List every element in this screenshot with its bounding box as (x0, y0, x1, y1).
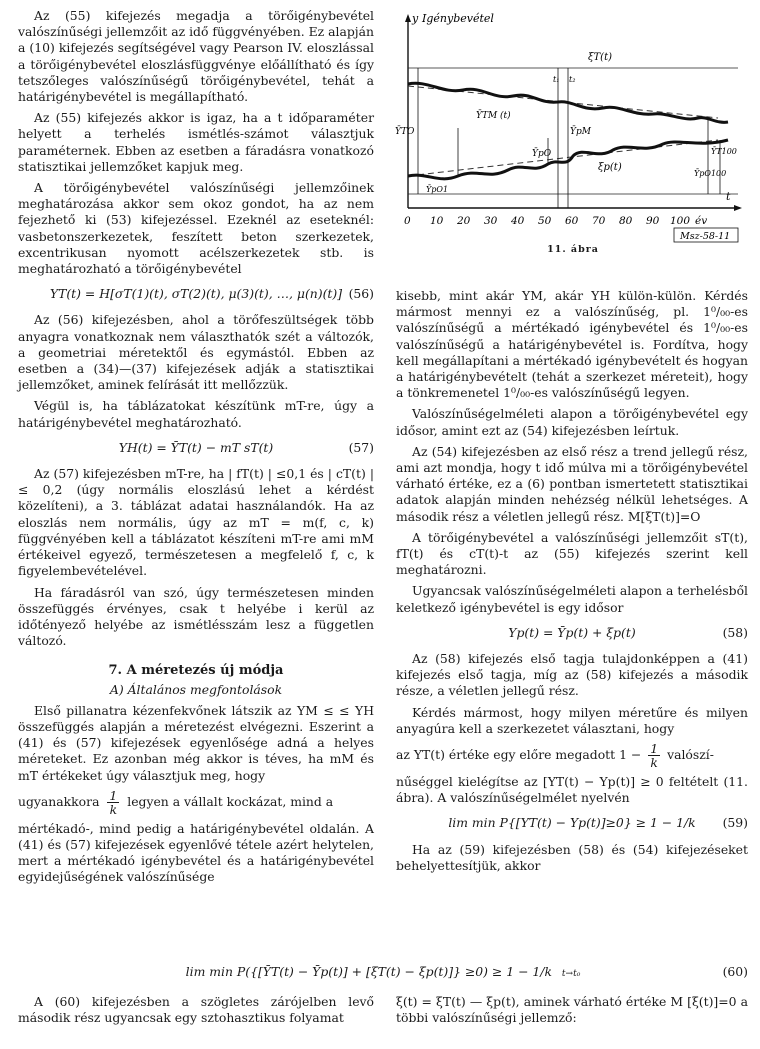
x-tick-label: 0 (404, 215, 411, 227)
x-tick-label: 60 (565, 215, 579, 227)
paragraph: A törőigénybevétel a valószínűségi jellemzőit sT(t), fT(t) és cT(t)-t az (55) kifejezés szerint kell meghatározni. (396, 529, 748, 578)
paragraph: Első pillanatra kézenfekvőnek látszik az YM ≤ ≤ YH összefüggés alapján a méretezést elvégezni. Eszerint a (41) és (57) kifejezések egyenlősége adná a helyes méreteket. Ez azonban még akkor is téves, ha mM és mT értékeket úgy választjuk meg, hogy (18, 702, 374, 783)
label-ytm: ȲTM (t) (476, 111, 511, 121)
figure-code: Msz-58-11 (680, 231, 731, 242)
label-yp01: ȲpO1 (426, 185, 449, 194)
text: ugyanakkora (18, 793, 100, 809)
paragraph-with-fraction (18, 789, 374, 816)
paragraph: kisebb, mint akár YM, akár YH külön-külön. Kérdés mármost mennyi ez a valószínűség, pl. 1⁰/₀₀-es valószínűségű a mértékadó igénybevétel és 1⁰/₀₀-es valószínűségű a határigénybevétel is. Fordítva, hogy kell megállapítani a mértékadó igénybevételt és hogyan a határigénybevételt (tehát a szerkezet méreteit), hogy a tönkremenetel 1⁰/₀₀-es valószínűségű legyen. (396, 288, 748, 401)
equation-number: (57) (348, 439, 374, 455)
paragraph: Ha fáradásról van szó, úgy természetesen minden összefüggés érvényes, csak t helyébe i kerül az időtényező helyébe az ismétlésszám lesz a független változó. (18, 584, 374, 649)
figure-title: Igénybevétel (422, 12, 494, 25)
paragraph: Ha az (59) kifejezésben (58) és (54) kifejezéseket behelyettesítjük, akkor (396, 841, 748, 873)
paragraph: Az (54) kifejezésben az első rész a trend jellegű rész, ami azt mondja, hogy t idő múlva mi a törőigénybevétel várható értéke, ez a (6) pontban ismertetett statisztikai adatok alapján minden nehézség nélkül lehetséges. A második rész a véletlen jellegű rész. M[ξT(t)]=O (396, 443, 748, 524)
fraction-denominator: k (650, 755, 658, 771)
equation-number: (56) (348, 286, 374, 302)
x-tick-label: 80 (619, 215, 633, 227)
equation-57 (18, 440, 374, 456)
paragraph: Az (57) kifejezésben mT-re, ha | fT(t) | ≤0,1 és | cT(t) | ≤ 0,2 (úgy normális eloszlású lehet a kérdést közelíteni), a 3. táblázat adatai használandók. Ha az eloszlás nem normális, úgy az mT = m(f, c, k) függvényében kell a táblázatot készíteni mT-re ami mM értékeivel egyező, természetesen a megfelelő f, c, k figyelembevételével. (18, 466, 374, 579)
label-yt0: ȲTO (395, 127, 415, 137)
fraction-denominator: k (109, 801, 118, 817)
paragraph: mértékadó-, mind pedig a határigénybevétel oldalán. A (41) és (57) kifejezések egyenlővé tétele azért helytelen, mert a mértékadó igénybevétel és a határigénybevétel egyidejűségének valószínűsége (18, 820, 374, 885)
equation-58 (396, 625, 748, 641)
paragraph: Az (58) kifejezés első tagja tulajdonképpen a (41) kifejezés első tagja, míg az (58) kifejezés a második része, a véletlen jellegű rész. (396, 651, 748, 699)
x-tick-label: 100 (670, 215, 691, 227)
figure-caption: 11. ábra (547, 244, 599, 255)
label-ypm: ȲpM (570, 127, 591, 137)
x-tick-label: 30 (484, 215, 498, 227)
label-xi-t: ξT(t) (588, 52, 612, 63)
bottom-columns (18, 994, 748, 1031)
x-axis-arrow (734, 205, 742, 211)
fraction-numerator: 1 (109, 787, 118, 803)
fraction-numerator: 1 (650, 741, 659, 757)
equation-number: (58) (722, 624, 748, 640)
equation-text: YT(t) = H[σT(1)(t), σT(2)(t), μ(3)(t), …, μ(n)(t)] (49, 286, 343, 302)
section-title: 7. A méretezés új módja (108, 663, 284, 679)
equation-60 (18, 964, 748, 982)
text: az YT(t) értéke egy előre megadott 1 − (396, 747, 642, 763)
equation-text: YH(t) = ȲT(t) − mT sT(t) (118, 439, 274, 455)
figure-chart (395, 8, 748, 244)
equation-number: (59) (722, 815, 748, 831)
x-tick-label: 90 (646, 215, 660, 227)
label-xi-p: ξp(t) (598, 162, 622, 173)
marker-label-t1: t₁ (553, 75, 560, 84)
label-yt100: ȲT100 (711, 147, 737, 156)
fraction (648, 742, 660, 769)
paragraph: A törőigénybevétel valószínűségi jellemzőinek meghatározása akkor sem okoz gondot, ha az nem fejezhető ki (53) kifejezéssel. Ezeknél az eseteknél: vasbetonszerkezetek, feszített beton szerkezetek, excentrikusan nyomott acélszerkezetek stb. is meghatározható a törőigénybevétel (18, 180, 374, 277)
paragraph: Kérdés mármost, hogy milyen méretűre és milyen anyagúra kell a szerkezetet választani, hogy (396, 704, 748, 736)
paragraph: ξ(t) = ξT(t) — ξp(t), aminek várható értéke M [ξ(t)]=0 a többi valószínűségi jellemző: (396, 994, 748, 1025)
label-yp100: ȲpO100 (694, 169, 727, 178)
paragraph: Ugyancsak valószínűségelméleti alapon a terhelésből keletkező igénybevétel is egy idősor (396, 583, 748, 615)
x-tick-label: 50 (538, 215, 552, 227)
y-axis-label: y (412, 12, 419, 25)
bottom-section (18, 964, 748, 1031)
trend-line-p (408, 140, 718, 176)
equation-text: Yp(t) = Ȳp(t) + ξp(t) (508, 624, 636, 640)
paragraph: Az (55) kifejezés megadja a törőigénybevétel valószínűségi jellemzőit az idő függvényében. Ez alapján a (10) kifejezés segítségével vagy Pearson IV. eloszlással a törőigénybevétel eloszlásfüggvénye előállítható és így tetszőleges valószínűségű törőigénybevétel, tehát a határigénybevétel is megállapítható. (18, 8, 374, 105)
x-tick-label: 20 (457, 215, 471, 227)
x-unit-label: év (695, 215, 708, 227)
x-tick-label: 10 (430, 215, 444, 227)
paragraph: Az (56) kifejezésben, ahol a törőfeszültségek több anyagra vonatkoznak nem választhatók szét a változók, a geometriai méretektől és egymástól. Ebben az esetben a (34)—(37) kifejezések adják a statisztikai jellemzőket, aminek felírását itt mellőzzük. (18, 312, 374, 393)
x-tick-labels (404, 215, 707, 227)
left-column (18, 8, 374, 891)
paragraph-with-fraction (396, 742, 748, 769)
equation-56 (18, 286, 374, 302)
subsection-title: A) Általános megfontolások (109, 681, 283, 697)
marker-label-t2: t₂ (569, 75, 576, 84)
equation-number: (60) (722, 964, 748, 979)
y-axis-arrow (405, 14, 411, 22)
x-axis-label: t (726, 190, 731, 203)
x-tick-label: 70 (592, 215, 606, 227)
text: valószí- (667, 747, 714, 763)
paragraph: nűséggel kielégítse az [YT(t) − Yp(t)] ≥ 0 feltételt (11. ábra). A valószínűségelmélet nyelvén (396, 774, 748, 806)
text: legyen a vállalt kockázat, mind a (127, 793, 334, 809)
figure-11 (395, 8, 748, 258)
equation-59 (396, 815, 748, 831)
paragraph: Végül is, ha táblázatokat készítünk mT-re, úgy a határigénybevétel meghatározható. (18, 398, 374, 430)
paragraph: Valószínűségelméleti alapon a törőigénybevétel egy idősor, amint ezt az (54) kifejezésben leírtuk. (396, 406, 748, 438)
fraction (107, 789, 119, 816)
right-column (396, 288, 748, 879)
paragraph: Az (55) kifejezés akkor is igaz, ha a t időparaméter helyett a terhelés ismétlés-számot választjuk paraméternek. Ebben az esetben a fáradásra vonatkozó statisztikai jellemzőket kapjuk meg. (18, 110, 374, 174)
equation-text: lim min P({[ȲT(t) − Ȳp(t)] + [ξT(t) − ξp(t)]} ≥0) ≥ 1 − 1/k (185, 964, 552, 979)
equation-text: lim min P{[YT(t) − Yp(t)]≥0} ≥ 1 − 1/k (448, 815, 696, 831)
equation-subscript: t→t₀ (561, 969, 581, 979)
label-yp0: ȲpO (532, 149, 552, 159)
paragraph: A (60) kifejezésben a szögletes zárójelben levő második rész ugyancsak egy sztohasztikus folyamat (18, 994, 374, 1025)
x-tick-label: 40 (511, 215, 525, 227)
